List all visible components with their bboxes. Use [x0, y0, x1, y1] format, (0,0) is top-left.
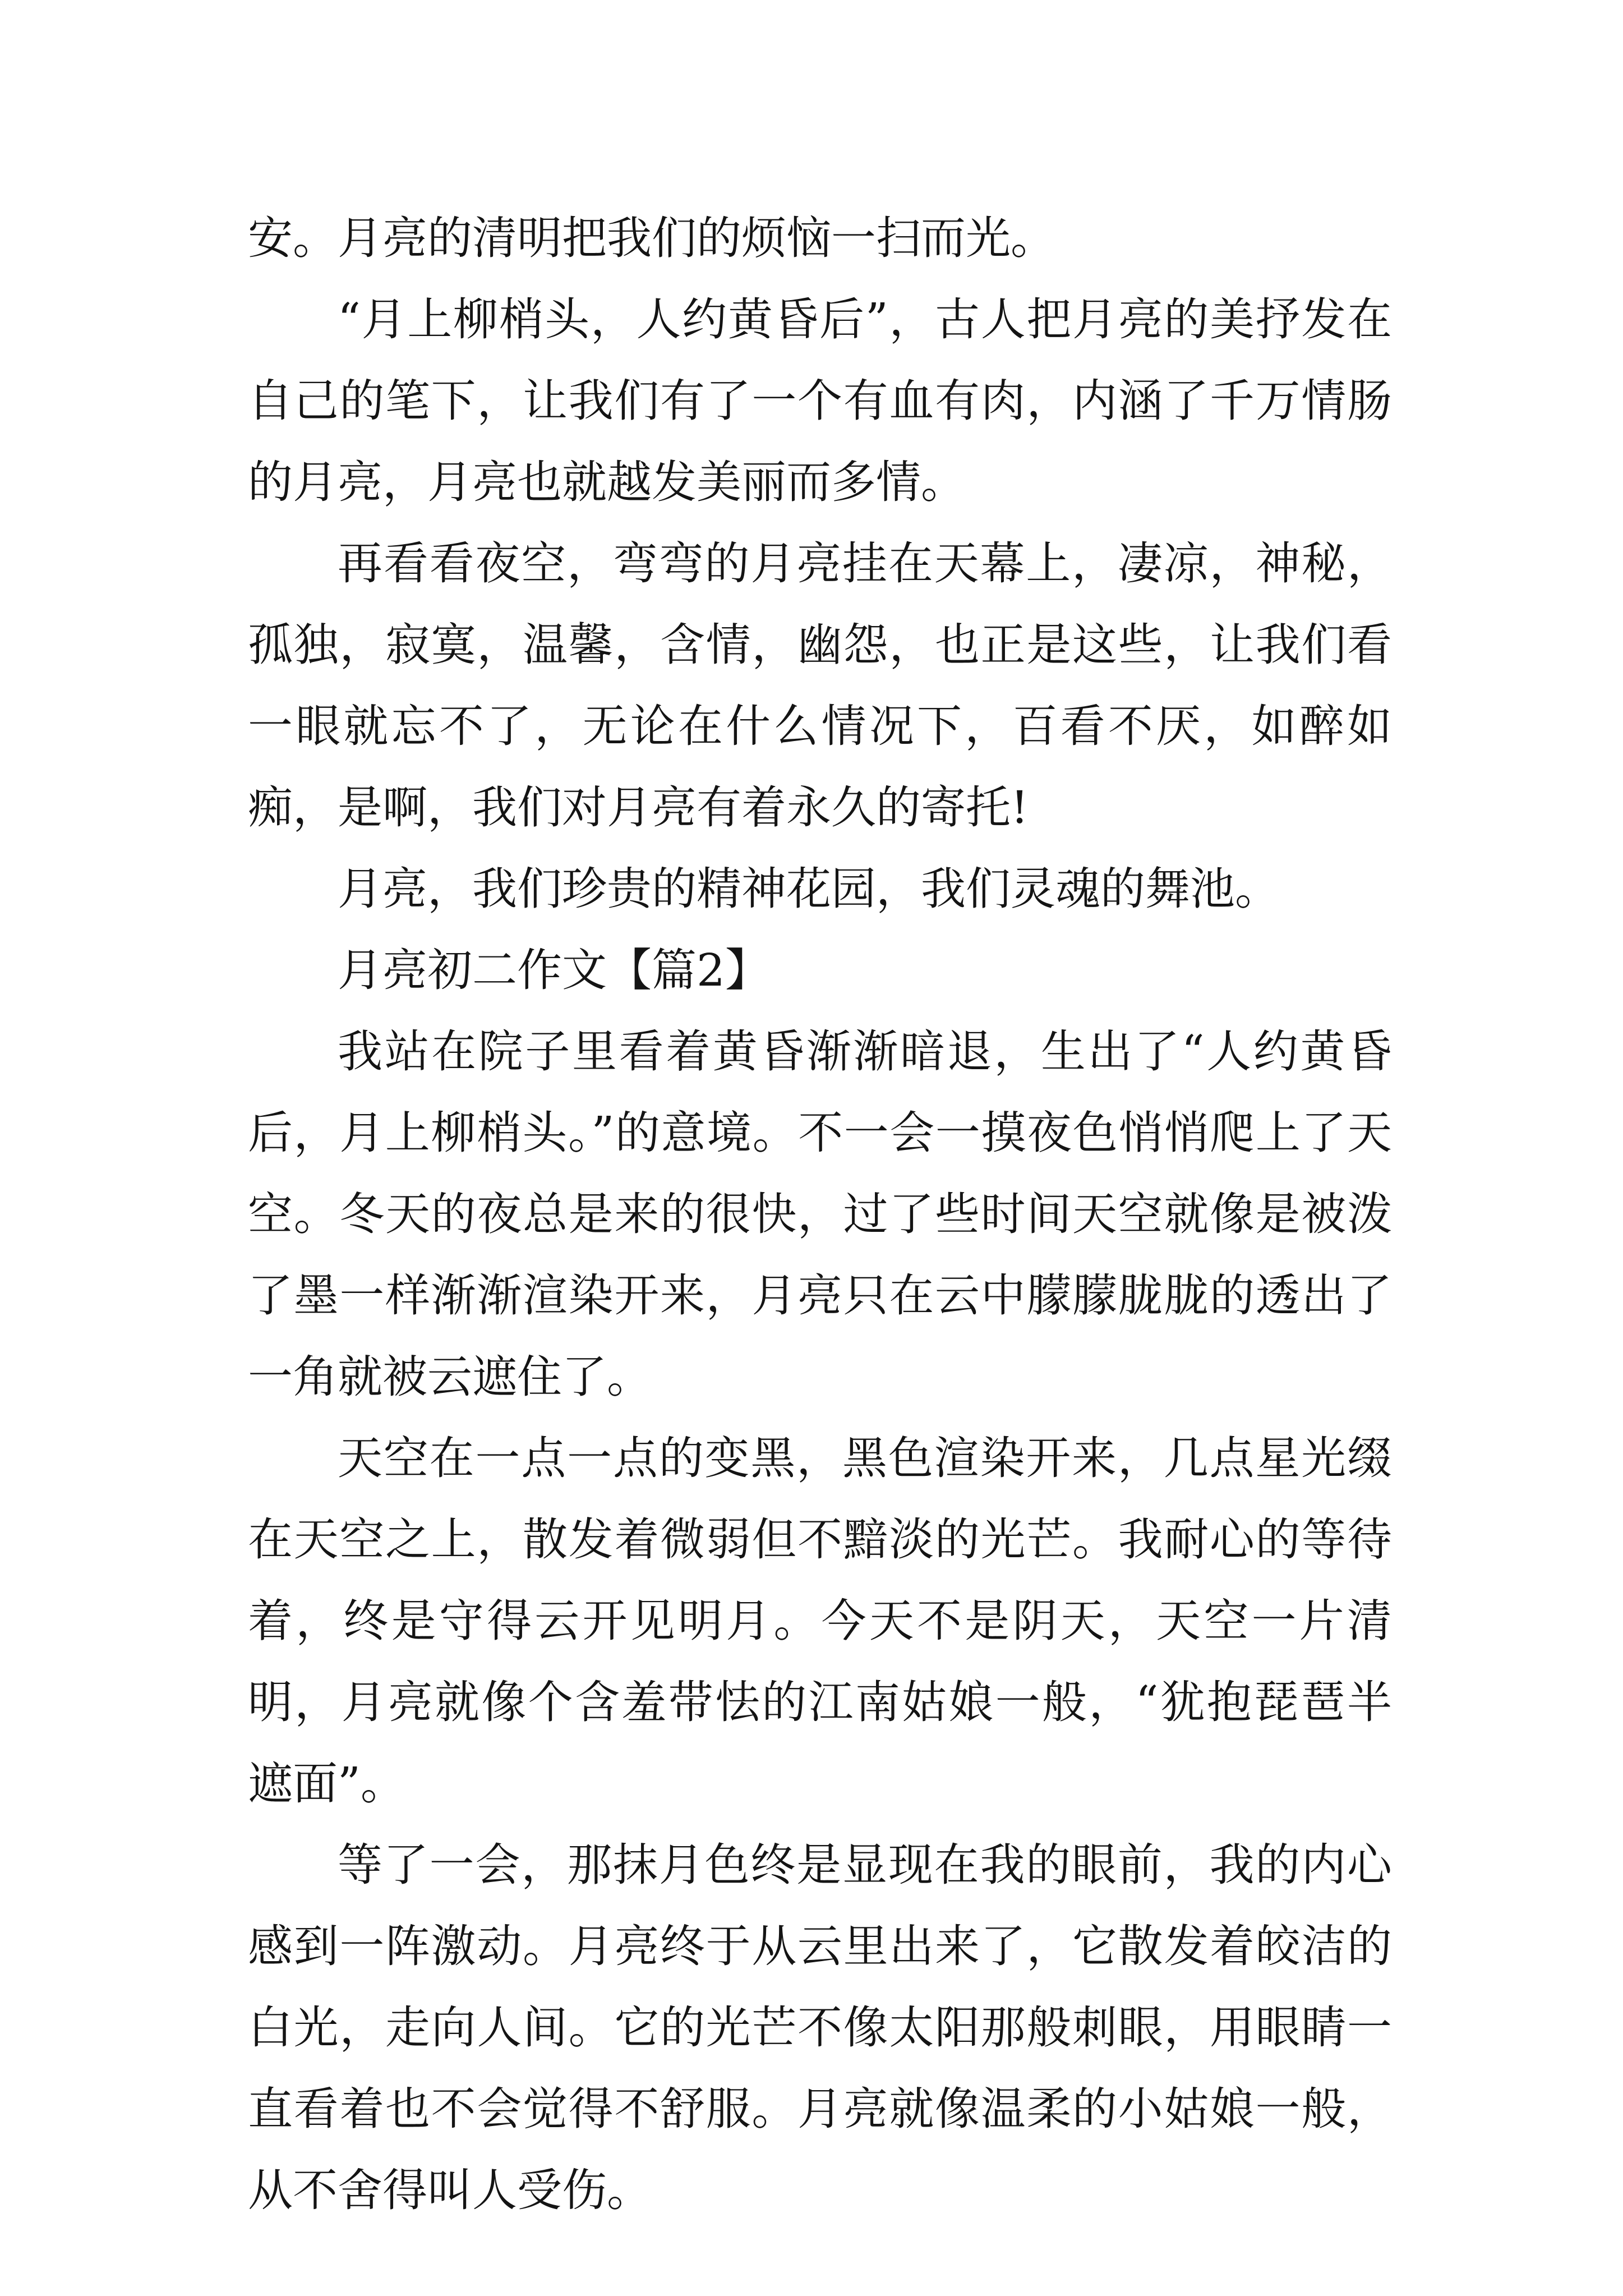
document-body: [248, 197, 1392, 2231]
paragraph-4: 月亮，我们珍贵的精神花园，我们灵魂的舞池。: [338, 863, 1280, 915]
paragraph-8: 等了一会，那抹月色终是显现在我的眼前，我的内心感到一阵激动。月亮终于从云里出来了，它散发着皎洁的白光，走向人间。它的光芒不像太阳那般刺眼，用眼睛一直看着也不会觉得不舒服。月亮就像温柔的小姑娘一般，从不舍得叫人受伤。: [248, 1839, 1392, 2216]
paragraph-7: 天空在一点一点的变黑，黑色渲染开来，几点星光缀在天空之上，散发着微弱但不黯淡的光芒。我耐心的等待着，终是守得云开见明月。今天不是阴天，天空一片清明，月亮就像个含羞带怯的江南姑娘一般，“犹抱琵琶半遮面”。: [248, 1432, 1392, 1810]
paragraph-1: 安。月亮的清明把我们的烦恼一扫而光。: [248, 212, 1055, 264]
paragraph-3: 再看看夜空，弯弯的月亮挂在天幕上，凄凉，神秘，孤独，寂寞，温馨，含情，幽怨，也正是这些，让我们看一眼就忘不了，无论在什么情况下，百看不厌，如醉如痴，是啊，我们对月亮有着永久的寄托!: [248, 537, 1392, 834]
paragraph-6: 我站在院子里看着黄昏渐渐暗退，生出了“人约黄昏后，月上柳梢头。”的意境。不一会一摸夜色悄悄爬上了天空。冬天的夜总是来的很快，过了些时间天空就像是被泼了墨一样渐渐渲染开来，月亮只在云中朦朦胧胧的透出了一角就被云遮住了。: [248, 1025, 1392, 1403]
paragraph-2: “月上柳梢头，人约黄昏后”，古人把月亮的美抒发在自己的笔下，让我们有了一个有血有肉，内涵了千万情肠的月亮，月亮也就越发美丽而多情。: [248, 293, 1392, 508]
section-heading: 月亮初二作文【篇2】: [338, 944, 770, 996]
